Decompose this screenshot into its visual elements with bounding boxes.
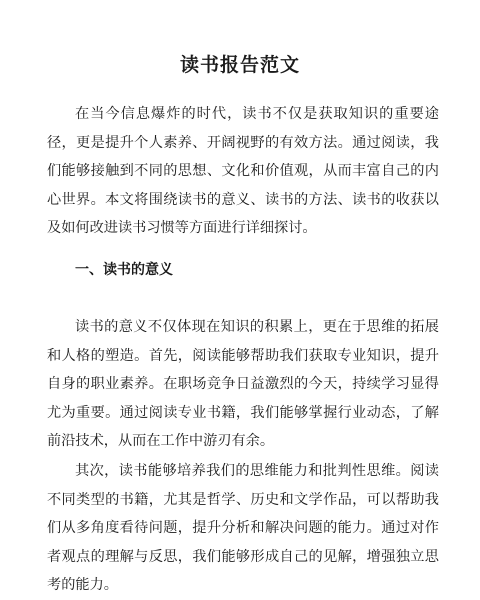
section-heading: 一、读书的意义 — [75, 262, 173, 278]
body-paragraph-2: 其次，读书能够培养我们的思维能力和批判性思维。阅读不同类型的书籍，尤其是哲学、历史和文学作品，可以帮助我们从多角度看待问题，提升分析和解决问题的能力。通过对作者观点的理解与反思，我们能够形成自己的见解，增强独立思考的能力。 — [47, 463, 439, 594]
body-paragraph-1: 读书的意义不仅体现在知识的积累上，更在于思维的拓展和人格的塑造。首先，阅读能够帮助我们获取专业知识，提升自身的职业素养。在职场竞争日益激烈的今天，持续学习显得尤为重要。通过阅读专业书籍，我们能够掌握行业动态，了解前沿技术，从而在工作中游刃有余。 — [47, 319, 439, 450]
intro-paragraph: 在当今信息爆炸的时代，读书不仅是获取知识的重要途径，更是提升个人素养、开阔视野的有效方法。通过阅读，我们能够接触到不同的思想、文化和价值观，从而丰富自己的内心世界。本文将围绕读书的意义、读书的方法、读书的收获以及如何改进读书习惯等方面进行详细探讨。 — [47, 106, 439, 237]
document-title: 读书报告范文 — [179, 54, 300, 76]
